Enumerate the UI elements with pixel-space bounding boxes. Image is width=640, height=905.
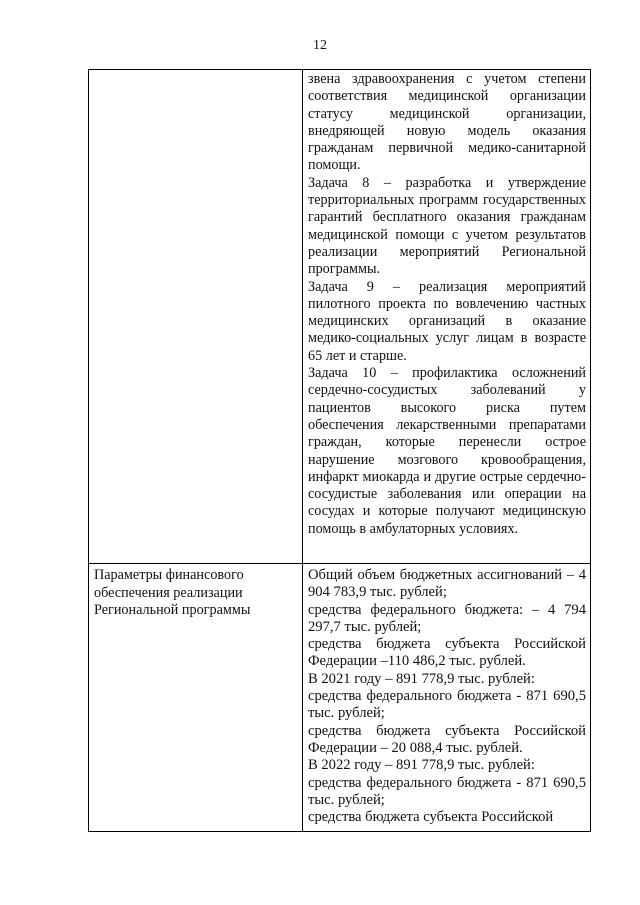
task-10: Задача 10 – профилактика осложнений сердечно-сосудистых заболеваний у пациентов высокого риска путем обеспечения лекарственными препаратами граждан, которые перенесли острое нарушение мозгового кровообращения, инфаркт миокарда и другие острые сердечно-сосудистые заболевания или операции на сосудах и которые получают медицинскую помощь в амбулаторных условиях. [308,365,586,537]
year-2022-total: В 2022 году – 891 778,9 тыс. рублей: [308,757,535,774]
table-row [89,70,591,564]
federal-budget-total: средства федерального бюджета: – 4 794 297,7 тыс. рублей; [308,601,586,635]
row-label-cell [89,70,303,564]
task-8: Задача 8 – разработка и утверждение территориальных программ государственных гарантий бесплатного оказания гражданам медицинской помощи с учетом результатов реализации мероприятий Региональной программы. [308,174,586,278]
page-number: 12 [313,38,327,53]
year-2022-federal: средства федерального бюджета - 871 690,5 тыс. рублей; [308,774,586,808]
task-9: Задача 9 – реализация мероприятий пилотного проекта по вовлечению частных медицинских организаций в оказание медико-социальных услуг лицам в возрасте 65 лет и старше. [308,278,586,364]
financing-cell [303,564,591,832]
task-text-continued: звена здравоохранения с учетом степени соответствия медицинской организации статусу медицинской организации, внедряющей новую модель оказания гражданам первичной медико-санитарной помощи. [308,71,586,174]
row-label-financing: Параметры финансового обеспечения реализации Региональной программы [89,564,303,832]
year-2021-total: В 2021 году – 891 778,9 тыс. рублей: [308,670,535,687]
year-2021-regional: средства бюджета субъекта Российской Федерации – 20 088,4 тыс. рублей. [308,722,586,756]
year-2022-regional: средства бюджета субъекта Российской [308,809,554,826]
program-passport-table [88,69,591,832]
table-row [89,564,591,832]
year-2021-federal: средства федерального бюджета - 871 690,5 тыс. рублей; [308,688,586,722]
row-content-cell [303,70,591,564]
regional-budget-total: средства бюджета субъекта Российской Федерации –110 486,2 тыс. рублей. [308,636,586,670]
total-budget: Общий объем бюджетных ассигнований – 4 904 783,9 тыс. рублей; [308,567,586,601]
